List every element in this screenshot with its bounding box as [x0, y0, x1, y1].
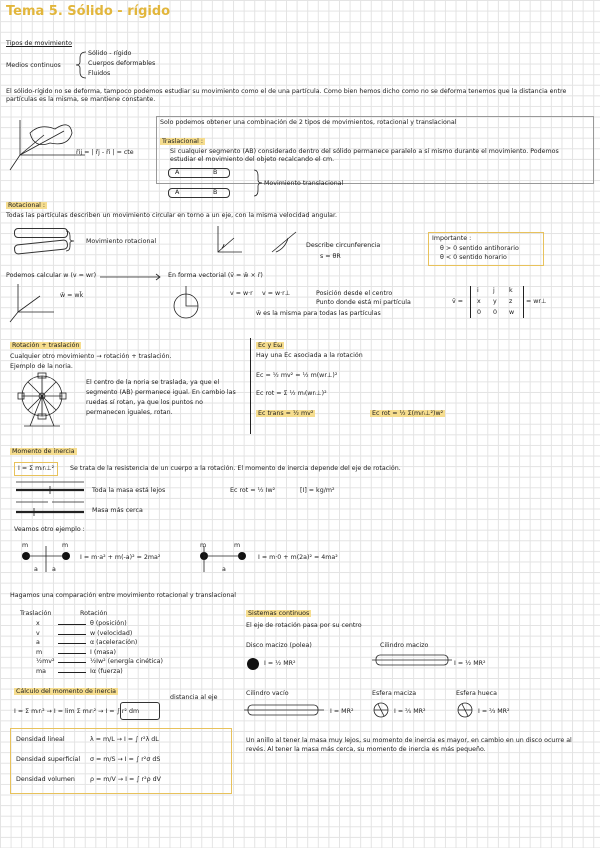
type-fluidos: Fluidos — [88, 70, 111, 77]
translation-bar-1: A B — [168, 168, 230, 178]
arrow-icon — [100, 274, 164, 280]
inertia-definition: Se trata de la resistencia de un cuerpo a la rotación. El momento de inercia depende del eje de rotación. — [70, 465, 401, 472]
arrow-icon — [58, 634, 86, 635]
arrow-icon — [58, 624, 86, 625]
arrow-icon — [58, 653, 86, 654]
system-esfera-hueca-eq: I = ⅔ MR² — [478, 708, 510, 715]
calc-heading: Cálculo del momento de inercia — [16, 688, 116, 695]
w-equation: w̄ = wk̄ — [60, 292, 84, 299]
comparison-left-4: ½mv² — [36, 658, 55, 665]
brace-icon — [66, 230, 74, 252]
rij-formula: r̄ij = | r̄j - r̄i | = cte — [76, 149, 134, 156]
important-item-2: θ < 0 sentido horario — [440, 254, 507, 261]
page-title: Tema 5. Sólido - rígido — [6, 4, 171, 19]
inertia-formula: I = Σ mᵢrᵢ⊥² — [18, 465, 55, 472]
system-disco-name: Disco macizo (polea) — [246, 642, 312, 649]
types-heading: Tipos de movimiento — [6, 40, 72, 47]
rot-tras-line1: Cualquier otro movimiento → rotación + traslación. — [10, 353, 172, 360]
media-label: Medios continuos — [6, 62, 61, 69]
circle-text: Describe circunferencia — [306, 242, 381, 249]
solid-axes-diagram — [10, 115, 90, 175]
systems-heading: Sistemas continuos — [248, 610, 310, 617]
density-eq-0: λ = m/L → I = ∫ r²λ dL — [90, 736, 159, 743]
comparison-left-1: v — [36, 629, 40, 637]
integral-box — [120, 702, 160, 720]
arrow-icon — [58, 672, 86, 673]
translation-bar-2: A B — [168, 188, 230, 198]
comparison-heading: Hagamos una comparación entre movimiento rotacional y translacional — [10, 592, 237, 599]
section-divider — [250, 338, 251, 434]
energy-subtitle: Hay una Ec asociada a la rotación — [256, 352, 363, 359]
energy-eq1: Ec = ½ mv² = ½ m(wr⊥)² — [256, 372, 338, 379]
density-eq-2: ρ = m/V → I = ∫ r²ρ dV — [90, 776, 161, 783]
comparison-right-0: θ (posición) — [90, 620, 127, 627]
rotation-bar-2 — [14, 239, 69, 255]
comparison-right-3: I (masa) — [90, 648, 116, 656]
rod-diagram — [14, 480, 86, 520]
intro-paragraph: El sólido-rígido no se deforma, tampoco podemos estudiar su movimiento como el de una partícula. Como bien hemos dicho como no se deforma tenemos que la distancia entre partículas es la misma, se mantiene constante. — [6, 88, 567, 103]
w-axes-diagram — [10, 282, 58, 322]
example-eq-2: I = m·0 + m(2a)² = 4ma² — [258, 554, 338, 561]
important-item-1: θ > 0 sentido antihorario — [440, 245, 519, 252]
comparison-right-5: Iα (fuerza) — [90, 667, 123, 675]
rod-text: Toda la masa está lejos — [92, 487, 166, 494]
calc-formula: I = Σ mᵢrᵢ² → I = lim Σ mᵢrᵢ² → I = ∫ r² dm — [14, 708, 140, 715]
solid-sphere-icon — [372, 700, 392, 720]
system-cilindro-name: Cilindro macizo — [380, 642, 429, 649]
rotacional-text: Todas las partículas describen un movimiento circular en torno a un eje, con la misma velocidad angular. — [6, 212, 337, 219]
arrow-icon — [58, 643, 86, 644]
circle-diagram — [170, 284, 206, 320]
energy-eq-rot: Ec rot = ½ Σ(mᵢrᵢ⊥²)w² — [372, 410, 444, 417]
system-esfera-maciza-eq: I = ⅖ MR² — [394, 708, 426, 715]
example-eq-1: I = m·a² + m(-a)² = 2ma² — [80, 554, 161, 561]
hollow-sphere-icon — [456, 700, 476, 720]
comparison-col1: Traslación — [20, 610, 52, 617]
rotation-bar-1 — [14, 228, 68, 238]
density-eq-1: σ = m/S → I = ∫ r²σ dS — [90, 756, 161, 763]
system-cilindro-vacio-eq: I = MR² — [330, 708, 354, 715]
position-text: Posición desde el centro — [316, 290, 393, 297]
comparison-left-5: ma — [36, 667, 46, 675]
combination-text: Solo podemos obtener una combinación de 2 tipos de movimientos, rotacional y translacional — [160, 119, 457, 126]
inertia-heading: Momento de inercia — [12, 448, 75, 455]
vector-matrix: i j k x y z 0 0 w — [470, 286, 524, 318]
type-deformable: Cuerpos deformables — [88, 60, 156, 67]
comparison-col2: Rotación — [80, 610, 108, 617]
ferris-wheel-diagram — [14, 372, 70, 432]
w-same-text: w̄ es la misma para todas las partículas — [256, 310, 381, 317]
rotacional-heading: Rotacional : — [8, 202, 46, 209]
systems-conclusion: Un anillo al tener la masa muy lejos, su momento de inercia es mayor, en cambio en un disco ocurre al revés. Al tener la masa más cerca, su momento de inercia es más pequeño. — [246, 737, 572, 753]
arc-equation: s = θR — [320, 253, 341, 260]
matrix-label: v̄ = — [452, 298, 464, 305]
system-cilindro-eq: I = ½ MR² — [454, 660, 486, 667]
traslacional-heading: Traslacional : — [162, 138, 204, 145]
traslacional-text: Si cualquier segmento (AB) considerado dentro del sólido permanece paralelo a sí mismo durante el movimiento. Podemos estudiar el movimiento del objeto recalcando el cm. — [170, 148, 559, 163]
vw-equation-2: v = w·r⊥ — [262, 290, 291, 297]
density-label-0: Densidad lineal — [16, 736, 65, 743]
type-solido: Sólido - rígido — [88, 50, 132, 57]
brace-icon — [76, 50, 88, 80]
density-label-2: Densidad volumen — [16, 776, 75, 783]
calc-note: distancia al eje — [170, 694, 218, 701]
rod-text-2: Masa más cerca — [92, 507, 143, 514]
important-heading: Importante : — [432, 235, 472, 242]
energy-heading: Ec y Eω — [258, 342, 283, 349]
rot-tras-line2: Ejemplo de la noria. — [10, 363, 73, 370]
position-text-2: Punto donde está mi partícula — [316, 299, 411, 306]
rotational-label: Movimiento rotacional — [86, 238, 157, 245]
comparison-left-0: x — [36, 620, 40, 627]
energy-eq2: Ec rot = Σ ½ mᵢ(wrᵢ⊥)² — [256, 390, 327, 397]
rot-tras-heading: Rotación + traslación — [12, 342, 80, 349]
arc-diagram — [266, 228, 302, 256]
disc-icon — [246, 652, 262, 672]
rot-tras-text: El centro de la noria se traslada, ya que el segmento (AB) permanece igual. En cambio las ruedas sí rotan, ya que los puntos no permanecen iguales, rotan. — [86, 379, 236, 416]
comparison-right-1: w (velocidad) — [90, 629, 133, 637]
comparison-left-3: m — [36, 648, 43, 656]
density-label-1: Densidad superficial — [16, 756, 81, 763]
rotation-axis-diagram — [206, 224, 246, 256]
comparison-left-2: a — [36, 639, 40, 646]
brace-icon — [254, 168, 262, 198]
w-line-left: Podemos calcular w (v = wr) — [6, 272, 97, 279]
translational-label: Movimiento translacional — [264, 180, 344, 187]
system-esfera-hueca-name: Esfera hueca — [456, 690, 497, 697]
cylinder-icon — [372, 650, 452, 670]
arrow-icon — [58, 662, 86, 663]
system-esfera-maciza-name: Esfera maciza — [372, 690, 417, 697]
w-line-right: En forma vectorial (v̄ = w̄ × r̄) — [168, 272, 263, 279]
energy-eq-trans: Ec trans = ½ mv² — [258, 410, 314, 417]
inertia-units: [I] = kg/m² — [300, 487, 335, 494]
system-disco-eq: I = ½ MR² — [264, 660, 296, 667]
matrix-result: = wr⊥ — [526, 298, 547, 305]
systems-subtitle: El eje de rotación pasa por su centro — [246, 622, 362, 629]
comparison-right-2: α (aceleración) — [90, 639, 138, 646]
inertia-ec-eq: Ec rot = ½ Iw² — [230, 487, 276, 494]
vw-equation: v = w·r — [230, 290, 253, 297]
hollow-cylinder-icon — [244, 700, 328, 720]
example-heading: Veamos otro ejemplo : — [14, 526, 85, 533]
comparison-right-4: ½Iw² (energía cinética) — [90, 658, 163, 665]
system-cilindro-vacio-name: Cilindro vacío — [246, 690, 289, 697]
